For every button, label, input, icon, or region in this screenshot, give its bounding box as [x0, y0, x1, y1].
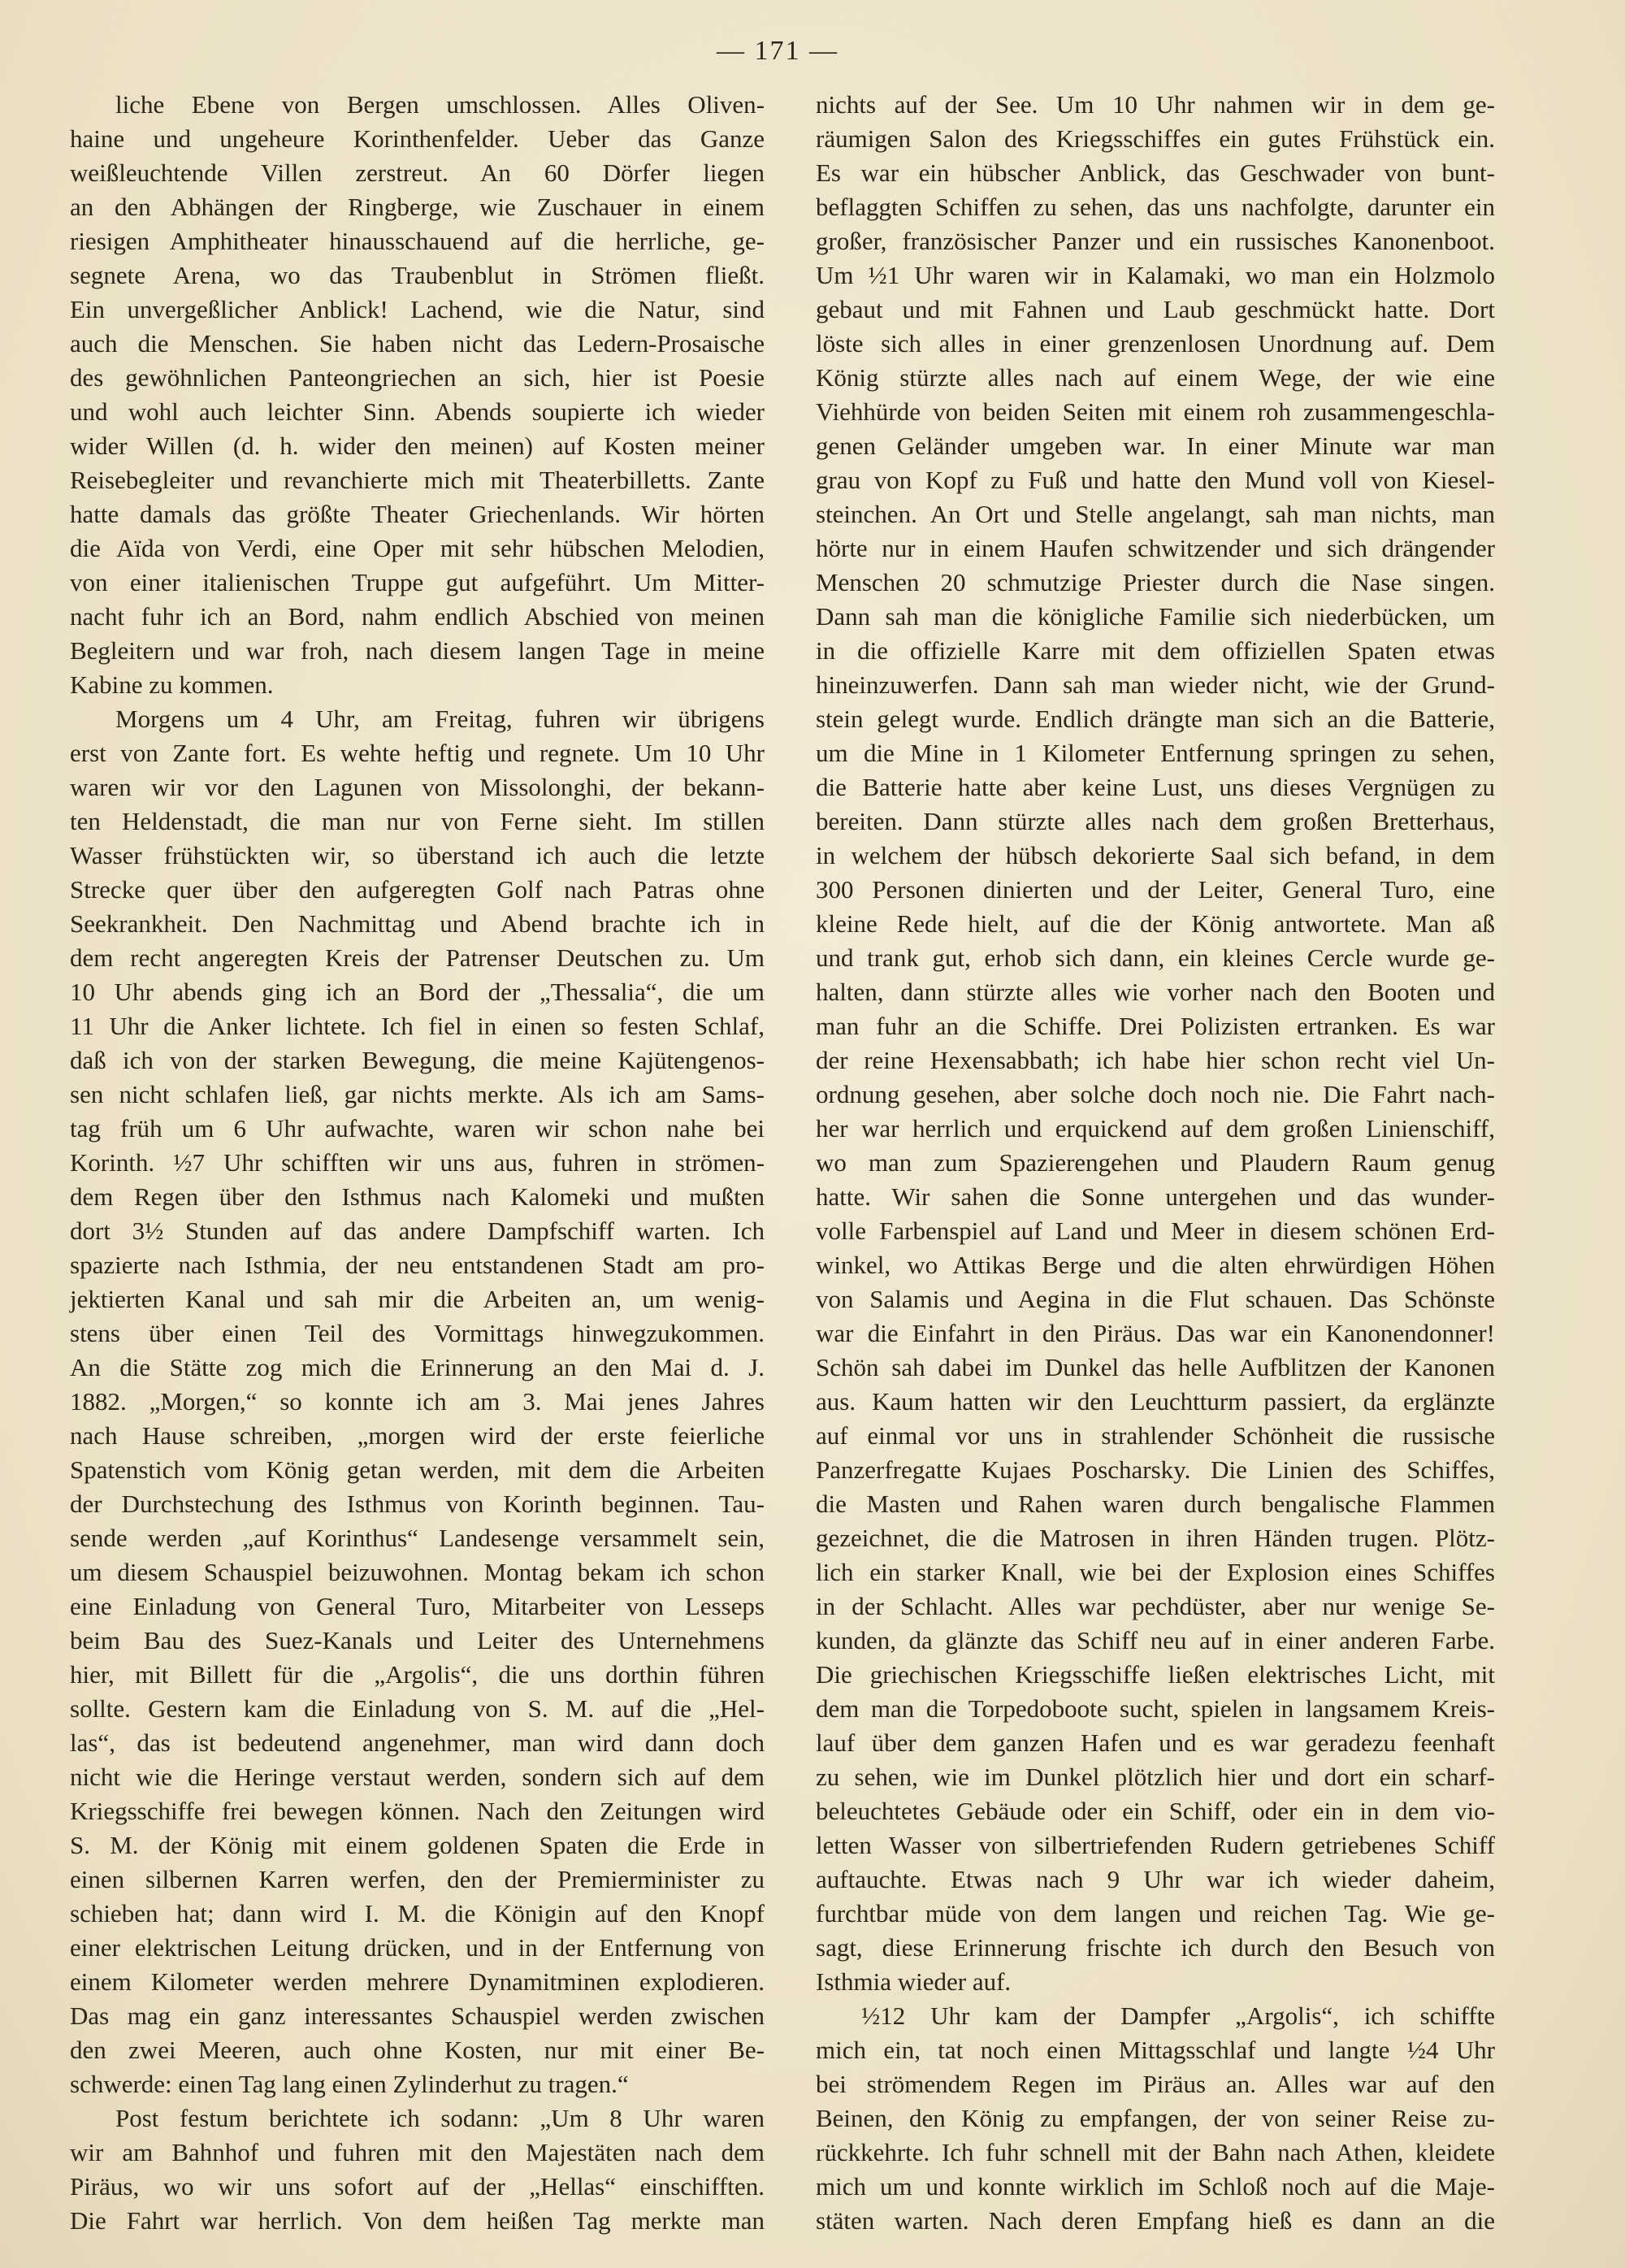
- text-line: an den Abhängen der Ringberge, wie Zuschauer in einem: [70, 193, 765, 221]
- text-line: daß ich von der starken Bewegung, die meine Kajütengenos-: [70, 1046, 765, 1074]
- text-line: dort 3½ Stunden auf das andere Dampfschiff warten. Ich: [70, 1216, 765, 1245]
- text-line: hatte damals das größte Theater Griechenlands. Wir hörten: [70, 500, 765, 528]
- text-line: König stürzte alles nach auf einem Wege, der wie eine: [816, 363, 1495, 392]
- text-line: auftauchte. Etwas nach 9 Uhr war ich wieder daheim,: [816, 1865, 1495, 1893]
- text-line: dem Regen über den Isthmus nach Kalomeki und mußten: [70, 1182, 765, 1211]
- text-line: einen silbernen Karren werfen, den der Premierminister zu: [70, 1865, 765, 1893]
- text-line: lich ein starker Knall, wie bei der Explosion eines Schiffes: [816, 1558, 1495, 1586]
- text-line: wir am Bahnhof und fuhren mit den Majestäten nach dem: [70, 2138, 765, 2166]
- page-number: — 171 —: [717, 36, 838, 66]
- text-line: nach Hause schreiben, „morgen wird der erste feierliche: [70, 1421, 765, 1450]
- text-line: einer elektrischen Leitung drücken, und in der Entfernung von: [70, 1933, 765, 1962]
- text-line: in die offizielle Karre mit dem offiziellen Spaten etwas: [816, 636, 1495, 665]
- paragraph: [70, 2101, 765, 2238]
- text-line: S. M. der König mit einem goldenen Spaten die Erde in: [70, 1831, 765, 1859]
- paragraph: [70, 702, 765, 2101]
- text-line: jektierten Kanal und sah mir die Arbeiten an, um wenig-: [70, 1285, 765, 1313]
- text-line: der Durchstechung des Isthmus von Korinth beginnen. Tau-: [70, 1490, 765, 1518]
- text-line: schwerde: einen Tag lang einen Zylinderhut zu tragen.“: [70, 2070, 629, 2098]
- text-line: Spatenstich vom König getan werden, mit dem die Arbeiten: [70, 1455, 765, 1484]
- text-line: Piräus, wo wir uns sofort auf der „Hellas“ einschifften.: [70, 2172, 765, 2201]
- text-line: Reisebegleiter und revanchierte mich mit Theaterbilletts. Zante: [70, 466, 765, 494]
- text-line: lauf über dem ganzen Hafen und es war geradezu feenhaft: [816, 1728, 1495, 1757]
- text-line: erst von Zante fort. Es wehte heftig und regnete. Um 10 Uhr: [70, 739, 765, 767]
- text-line: man fuhr an die Schiffe. Drei Polizisten ertranken. Es war: [816, 1012, 1495, 1040]
- text-line: Um ½1 Uhr waren wir in Kalamaki, wo man ein Holzmolo: [816, 261, 1495, 289]
- text-line: nichts auf der See. Um 10 Uhr nahmen wir in dem ge-: [816, 90, 1495, 119]
- text-line: stein gelegt wurde. Endlich drängte man sich an die Batterie,: [816, 705, 1495, 733]
- text-line: hier, mit Billett für die „Argolis“, die uns dorthin führen: [70, 1660, 765, 1689]
- text-line: eine Einladung von General Turo, Mitarbeiter von Lesseps: [70, 1592, 765, 1620]
- text-line: segnete Arena, wo das Traubenblut in Strömen fließt.: [70, 261, 765, 289]
- text-line: riesigen Amphitheater hinausschauend auf die herrliche, ge-: [70, 227, 765, 255]
- text-line: las“, das ist bedeutend angenehmer, man wird dann doch: [70, 1728, 765, 1757]
- text-line: 10 Uhr abends ging ich an Bord der „Thessalia“, die um: [70, 978, 765, 1006]
- text-line: kleine Rede hielt, auf die der König antwortete. Man aß: [816, 909, 1495, 938]
- text-line: auf einmal vor uns in strahlender Schönheit die russische: [816, 1421, 1495, 1450]
- text-line: steinchen. An Ort und Stelle angelangt, sah man nichts, man: [816, 500, 1495, 528]
- text-line: her war herrlich und erquickend auf dem großen Linienschiff,: [816, 1114, 1495, 1143]
- text-line: genen Geländer umgeben war. In einer Minute war man: [816, 431, 1495, 460]
- paragraph: [70, 88, 765, 702]
- text-line: letten Wasser von silbertriefenden Rudern getriebenes Schiff: [816, 1831, 1495, 1859]
- text-line: beleuchtetes Gebäude oder ein Schiff, oder ein in dem vio-: [816, 1797, 1495, 1825]
- text-line: 300 Personen dinierten und der Leiter, General Turo, eine: [816, 875, 1495, 904]
- text-line: räumigen Salon des Kriegsschiffes ein gutes Frühstück ein.: [816, 124, 1495, 153]
- text-line: großer, französischer Panzer und ein russisches Kanonenboot.: [816, 227, 1495, 255]
- text-line: von einer italienischen Truppe gut aufgeführt. Um Mitter-: [70, 568, 765, 596]
- text-line: bei strömendem Regen im Piräus an. Alles war auf den: [816, 2070, 1495, 2098]
- text-line: waren wir vor den Lagunen von Missolonghi, der bekann-: [70, 773, 765, 801]
- text-line: Dann sah man die königliche Familie sich niederbücken, um: [816, 602, 1495, 631]
- text-line: Die Fahrt war herrlich. Von dem heißen Tag merkte man: [70, 2206, 765, 2235]
- text-line: Wasser frühstückten wir, so überstand ich auch die letzte: [70, 841, 765, 869]
- text-line: war die Einfahrt in den Piräus. Das war ein Kanonendonner!: [816, 1319, 1495, 1347]
- text-line: auch die Menschen. Sie haben nicht das Ledern-Prosaische: [70, 329, 765, 358]
- text-line: des gewöhnlichen Panteongriechen an sich, hier ist Poesie: [70, 363, 765, 392]
- text-line: in welchem der hübsch dekorierte Saal sich befand, in dem: [816, 841, 1495, 869]
- text-line: die Batterie hatte aber keine Lust, uns dieses Vergnügen zu: [816, 773, 1495, 801]
- text-line: in der Schlacht. Alles war pechdüster, aber nur wenige Se-: [816, 1592, 1495, 1620]
- paragraph: [816, 88, 1495, 1999]
- text-line: Schön sah dabei im Dunkel das helle Aufblitzen der Kanonen: [816, 1353, 1495, 1381]
- paragraph: [816, 1999, 1495, 2238]
- text-line: wo man zum Spazierengehen und Plaudern Raum genug: [816, 1148, 1495, 1177]
- right-column: [816, 88, 1495, 2238]
- text-line: gezeichnet, die die Matrosen in ihren Händen trugen. Plötz-: [816, 1524, 1495, 1552]
- text-line: nacht fuhr ich an Bord, nahm endlich Abschied von meinen: [70, 602, 765, 631]
- text-line: Kriegsschiffe frei bewegen können. Nach den Zeitungen wird: [70, 1797, 765, 1825]
- text-line: Ein unvergeßlicher Anblick! Lachend, wie die Natur, sind: [70, 295, 765, 323]
- text-line: stens über einen Teil des Vormittags hinwegzukommen.: [70, 1319, 765, 1347]
- text-line: grau von Kopf zu Fuß und hatte den Mund voll von Kiesel-: [816, 466, 1495, 494]
- text-line: Panzerfregatte Kujaes Poscharsky. Die Linien des Schiffes,: [816, 1455, 1495, 1484]
- text-line: winkel, wo Attikas Berge und die alten ehrwürdigen Höhen: [816, 1251, 1495, 1279]
- text-line: stäten warten. Nach deren Empfang hieß es dann an die: [816, 2206, 1495, 2235]
- text-line: Isthmia wieder auf.: [816, 1967, 1012, 1996]
- text-line: mich um und konnte wirklich im Schloß noch auf die Maje-: [816, 2172, 1495, 2201]
- text-line: aus. Kaum hatten wir den Leuchtturm passiert, da erglänzte: [816, 1387, 1495, 1416]
- text-line: die Aïda von Verdi, eine Oper mit sehr hübschen Melodien,: [70, 534, 765, 562]
- text-line: ½12 Uhr kam der Dampfer „Argolis“, ich schiffte: [861, 2001, 1495, 2030]
- text-line: nicht wie die Heringe verstaut werden, sondern sich auf dem: [70, 1763, 765, 1791]
- text-line: An die Stätte zog mich die Erinnerung an den Mai d. J.: [70, 1353, 765, 1381]
- text-line: Begleitern und war froh, nach diesem langen Tage in meine: [70, 636, 765, 665]
- text-line: 11 Uhr die Anker lichtete. Ich fiel in einen so festen Schlaf,: [70, 1012, 765, 1040]
- text-line: gebaut und mit Fahnen und Laub geschmückt hatte. Dort: [816, 295, 1495, 323]
- text-line: spazierte nach Isthmia, der neu entstandenen Stadt am pro-: [70, 1251, 765, 1279]
- text-line: ordnung gesehen, aber solche doch noch nie. Die Fahrt nach-: [816, 1080, 1495, 1108]
- text-line: Menschen 20 schmutzige Priester durch die Nase singen.: [816, 568, 1495, 596]
- text-line: furchtbar müde von dem langen und reichen Tag. Wie ge-: [816, 1899, 1495, 1928]
- text-line: dem man die Torpedoboote sucht, spielen in langsamem Kreis-: [816, 1694, 1495, 1723]
- text-line: Seekrankheit. Den Nachmittag und Abend brachte ich in: [70, 909, 765, 938]
- text-line: ten Heldenstadt, die man nur von Ferne sieht. Im stillen: [70, 807, 765, 835]
- text-line: beim Bau des Suez-Kanals und Leiter des Unternehmens: [70, 1626, 765, 1654]
- text-line: Korinth. ½7 Uhr schifften wir uns aus, fuhren in strömen-: [70, 1148, 765, 1177]
- text-line: Viehhürde von beiden Seiten mit einem roh zusammengeschla-: [816, 397, 1495, 426]
- text-line: 1882. „Morgen,“ so konnte ich am 3. Mai jenes Jahres: [70, 1387, 765, 1416]
- text-line: und trank gut, erhob sich dann, ein kleines Cercle wurde ge-: [816, 943, 1495, 972]
- text-line: sende werden „auf Korinthus“ Landesenge versammelt sein,: [70, 1524, 765, 1552]
- text-line: hatte. Wir sahen die Sonne untergehen und das wunder-: [816, 1182, 1495, 1211]
- text-line: bereiten. Dann stürzte alles nach dem großen Bretterhaus,: [816, 807, 1495, 835]
- text-line: Kabine zu kommen.: [70, 670, 274, 699]
- text-line: schieben hat; dann wird I. M. die Königin auf den Knopf: [70, 1899, 765, 1928]
- text-line: halten, dann stürzte alles wie vorher nach den Booten und: [816, 978, 1495, 1006]
- text-line: Post festum berichtete ich sodann: „Um 8 Uhr waren: [115, 2104, 765, 2132]
- text-line: beflaggten Schiffen zu sehen, das uns nachfolgte, darunter ein: [816, 193, 1495, 221]
- text-line: einem Kilometer werden mehrere Dynamitminen explodieren.: [70, 1967, 765, 1996]
- text-line: weißleuchtende Villen zerstreut. An 60 Dörfer liegen: [70, 158, 765, 187]
- text-line: von Salamis und Aegina in die Flut schauen. Das Schönste: [816, 1285, 1495, 1313]
- text-line: wider Willen (d. h. wider den meinen) auf Kosten meiner: [70, 431, 765, 460]
- text-line: Es war ein hübscher Anblick, das Geschwader von bunt-: [816, 158, 1495, 187]
- text-line: Morgens um 4 Uhr, am Freitag, fuhren wir übrigens: [115, 705, 765, 733]
- text-line: sen nicht schlafen ließ, gar nichts merkte. Als ich am Sams-: [70, 1080, 765, 1108]
- text-line: haine und ungeheure Korinthenfelder. Ueber das Ganze: [70, 124, 765, 153]
- text-line: sollte. Gestern kam die Einladung von S. M. auf die „Hel-: [70, 1694, 765, 1723]
- text-line: kunden, da glänzte das Schiff neu auf in einer anderen Farbe.: [816, 1626, 1495, 1654]
- text-line: die Masten und Rahen waren durch bengalische Flammen: [816, 1490, 1495, 1518]
- text-line: Beinen, den König zu empfangen, der von seiner Reise zu-: [816, 2104, 1495, 2132]
- text-line: hineinzuwerfen. Dann sah man wieder nicht, wie der Grund-: [816, 670, 1495, 699]
- text-line: und wohl auch leichter Sinn. Abends soupierte ich wieder: [70, 397, 765, 426]
- text-line: tag früh um 6 Uhr aufwachte, waren wir schon nahe bei: [70, 1114, 765, 1143]
- text-line: um diesem Schauspiel beizuwohnen. Montag bekam ich schon: [70, 1558, 765, 1586]
- text-line: Die griechischen Kriegsschiffe ließen elektrisches Licht, mit: [816, 1660, 1495, 1689]
- text-line: zu sehen, wie im Dunkel plötzlich hier und dort ein scharf-: [816, 1763, 1495, 1791]
- text-line: liche Ebene von Bergen umschlossen. Alles Oliven-: [115, 90, 765, 119]
- text-line: hörte nur in einem Haufen schwitzender und sich drängender: [816, 534, 1495, 562]
- text-line: löste sich alles in einer grenzenlosen Unordnung auf. Dem: [816, 329, 1495, 358]
- text-line: rückkehrte. Ich fuhr schnell mit der Bahn nach Athen, kleidete: [816, 2138, 1495, 2166]
- text-line: sagt, diese Erinnerung frischte ich durch den Besuch von: [816, 1933, 1495, 1962]
- text-line: mich ein, tat noch einen Mittagsschlaf und langte ½4 Uhr: [816, 2036, 1495, 2064]
- text-line: um die Mine in 1 Kilometer Entfernung springen zu sehen,: [816, 739, 1495, 767]
- text-line: Das mag ein ganz interessantes Schauspiel werden zwischen: [70, 2001, 765, 2030]
- text-line: Strecke quer über den aufgeregten Golf nach Patras ohne: [70, 875, 765, 904]
- text-line: volle Farbenspiel auf Land und Meer in diesem schönen Erd-: [816, 1216, 1495, 1245]
- left-column: [70, 88, 765, 2238]
- text-line: dem recht angeregten Kreis der Patrenser Deutschen zu. Um: [70, 943, 765, 972]
- text-line: der reine Hexensabbath; ich habe hier schon recht viel Un-: [816, 1046, 1495, 1074]
- text-line: den zwei Meeren, auch ohne Kosten, nur mit einer Be-: [70, 2036, 765, 2064]
